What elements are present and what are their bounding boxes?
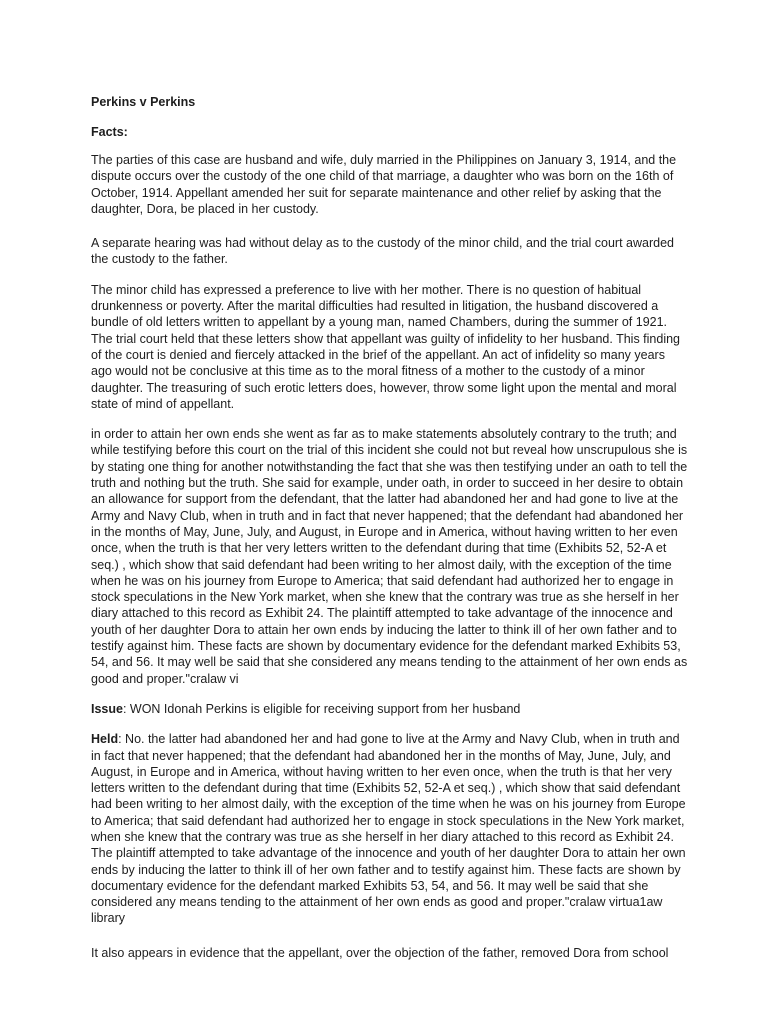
issue-label: Issue	[91, 701, 123, 716]
facts-heading: Facts:	[91, 125, 128, 139]
facts-paragraph-4: in order to attain her own ends she went as far as to make statements absolutely contrary to the truth; and while testifying before this court on the trial of this incident she could not but reveal how unscrupulous she is by stating one thing for another notwithstanding the fact that she was then testifying under an oath to tell the truth and nothing but the truth. She said for example, under oath, in order to succeed in her desire to obtain an allowance for support from the defendant, that the latter had abandoned her and had gone to live at the Army and Navy Club, when in truth and in fact that never happened; that the defendant had abandoned her in the months of May, June, July, and August, in Europe and in America, without having written to her even once, when the truth is that her very letters written to the defendant during that time (Exhibits 52, 52-A et seq.) , which show that said defendant had been writing to her almost daily, with the exception of the time when he was on his journey from Europe to America; that said defendant had authorized her to engage in stock speculations in the New York market, when she knew that the contrary was true as she herself in her diary attached to this record as Exhibit 24. The plaintiff attempted to take advantage of the innocence and youth of her daughter Dora to attain her own ends by inducing the latter to think ill of her own father and to testify against him. These facts are shown by documentary evidence for the defendant marked Exhibits 53, 54, and 56. It may well be said that she considered any means tending to the attainment of her own ends as good and proper."cralaw vi	[91, 427, 688, 686]
closing-paragraph: It also appears in evidence that the appellant, over the objection of the father, removed Dora from school	[91, 945, 669, 960]
held-text: : No. the latter had abandoned her and had gone to live at the Army and Navy Club, when in truth and in fact that never happened; that the defendant had abandoned her in the months of May, June, July, and August, in Europe and in America, without having written to her even once, when the truth is that her very letters written to the defendant during that time (Exhibits 52, 52-A et seq.) , which show that said defendant had been writing to her almost daily, with the exception of the time when he was on his journey from Europe to America; that said defendant had authorized her to engage in stock speculations in the New York market, when she knew that the contrary was true as she herself in her diary attached to this record as Exhibit 24. The plaintiff attempted to take advantage of the innocence and youth of her daughter Dora to attain her own ends by inducing the latter to think ill of her own father and to testify against him. These facts are shown by documentary evidence for the defendant marked Exhibits 53, 54, and 56. It may well be said that she considered any means tending to the attainment of her own ends as good and proper."cralaw virtua1aw library	[91, 732, 686, 926]
document-title: Perkins v Perkins	[91, 95, 196, 109]
issue-text: : WON Idonah Perkins is eligible for receiving support from her husband	[122, 701, 521, 716]
held-label: Held	[91, 732, 119, 747]
issue-paragraph	[91, 701, 688, 717]
facts-paragraph-3: The minor child has expressed a preference to live with her mother. There is no question of habitual drunkenness or poverty. After the marital difficulties had resulted in litigation, the husband discovered a bundle of old letters written to appellant by a young man, named Chambers, during the summer of 1921. The trial court held that these letters show that appellant was guilty of infidelity to her husband. This finding of the court is denied and fiercely attacked in the brief of the appellant. An act of infidelity so many years ago would not be conclusive at this time as to the moral fitness of a mother to the custody of a minor daughter. The treasuring of such erotic letters does, however, throw some light upon the mental and moral state of mind of appellant.	[91, 282, 680, 411]
facts-paragraph-2: A separate hearing was had without delay as to the custody of the minor child, and the trial court awarded the custody to the father.	[91, 236, 674, 267]
facts-paragraph-1: The parties of this case are husband and wife, duly married in the Philippines on January 3, 1914, and the dispute occurs over the custody of the one child of that marriage, a daughter who was born on the 16th of October, 1914. Appellant amended her suit for separate maintenance and other relief by asking that the daughter, Dora, be placed in her custody.	[91, 153, 677, 216]
held-paragraph	[91, 731, 688, 927]
